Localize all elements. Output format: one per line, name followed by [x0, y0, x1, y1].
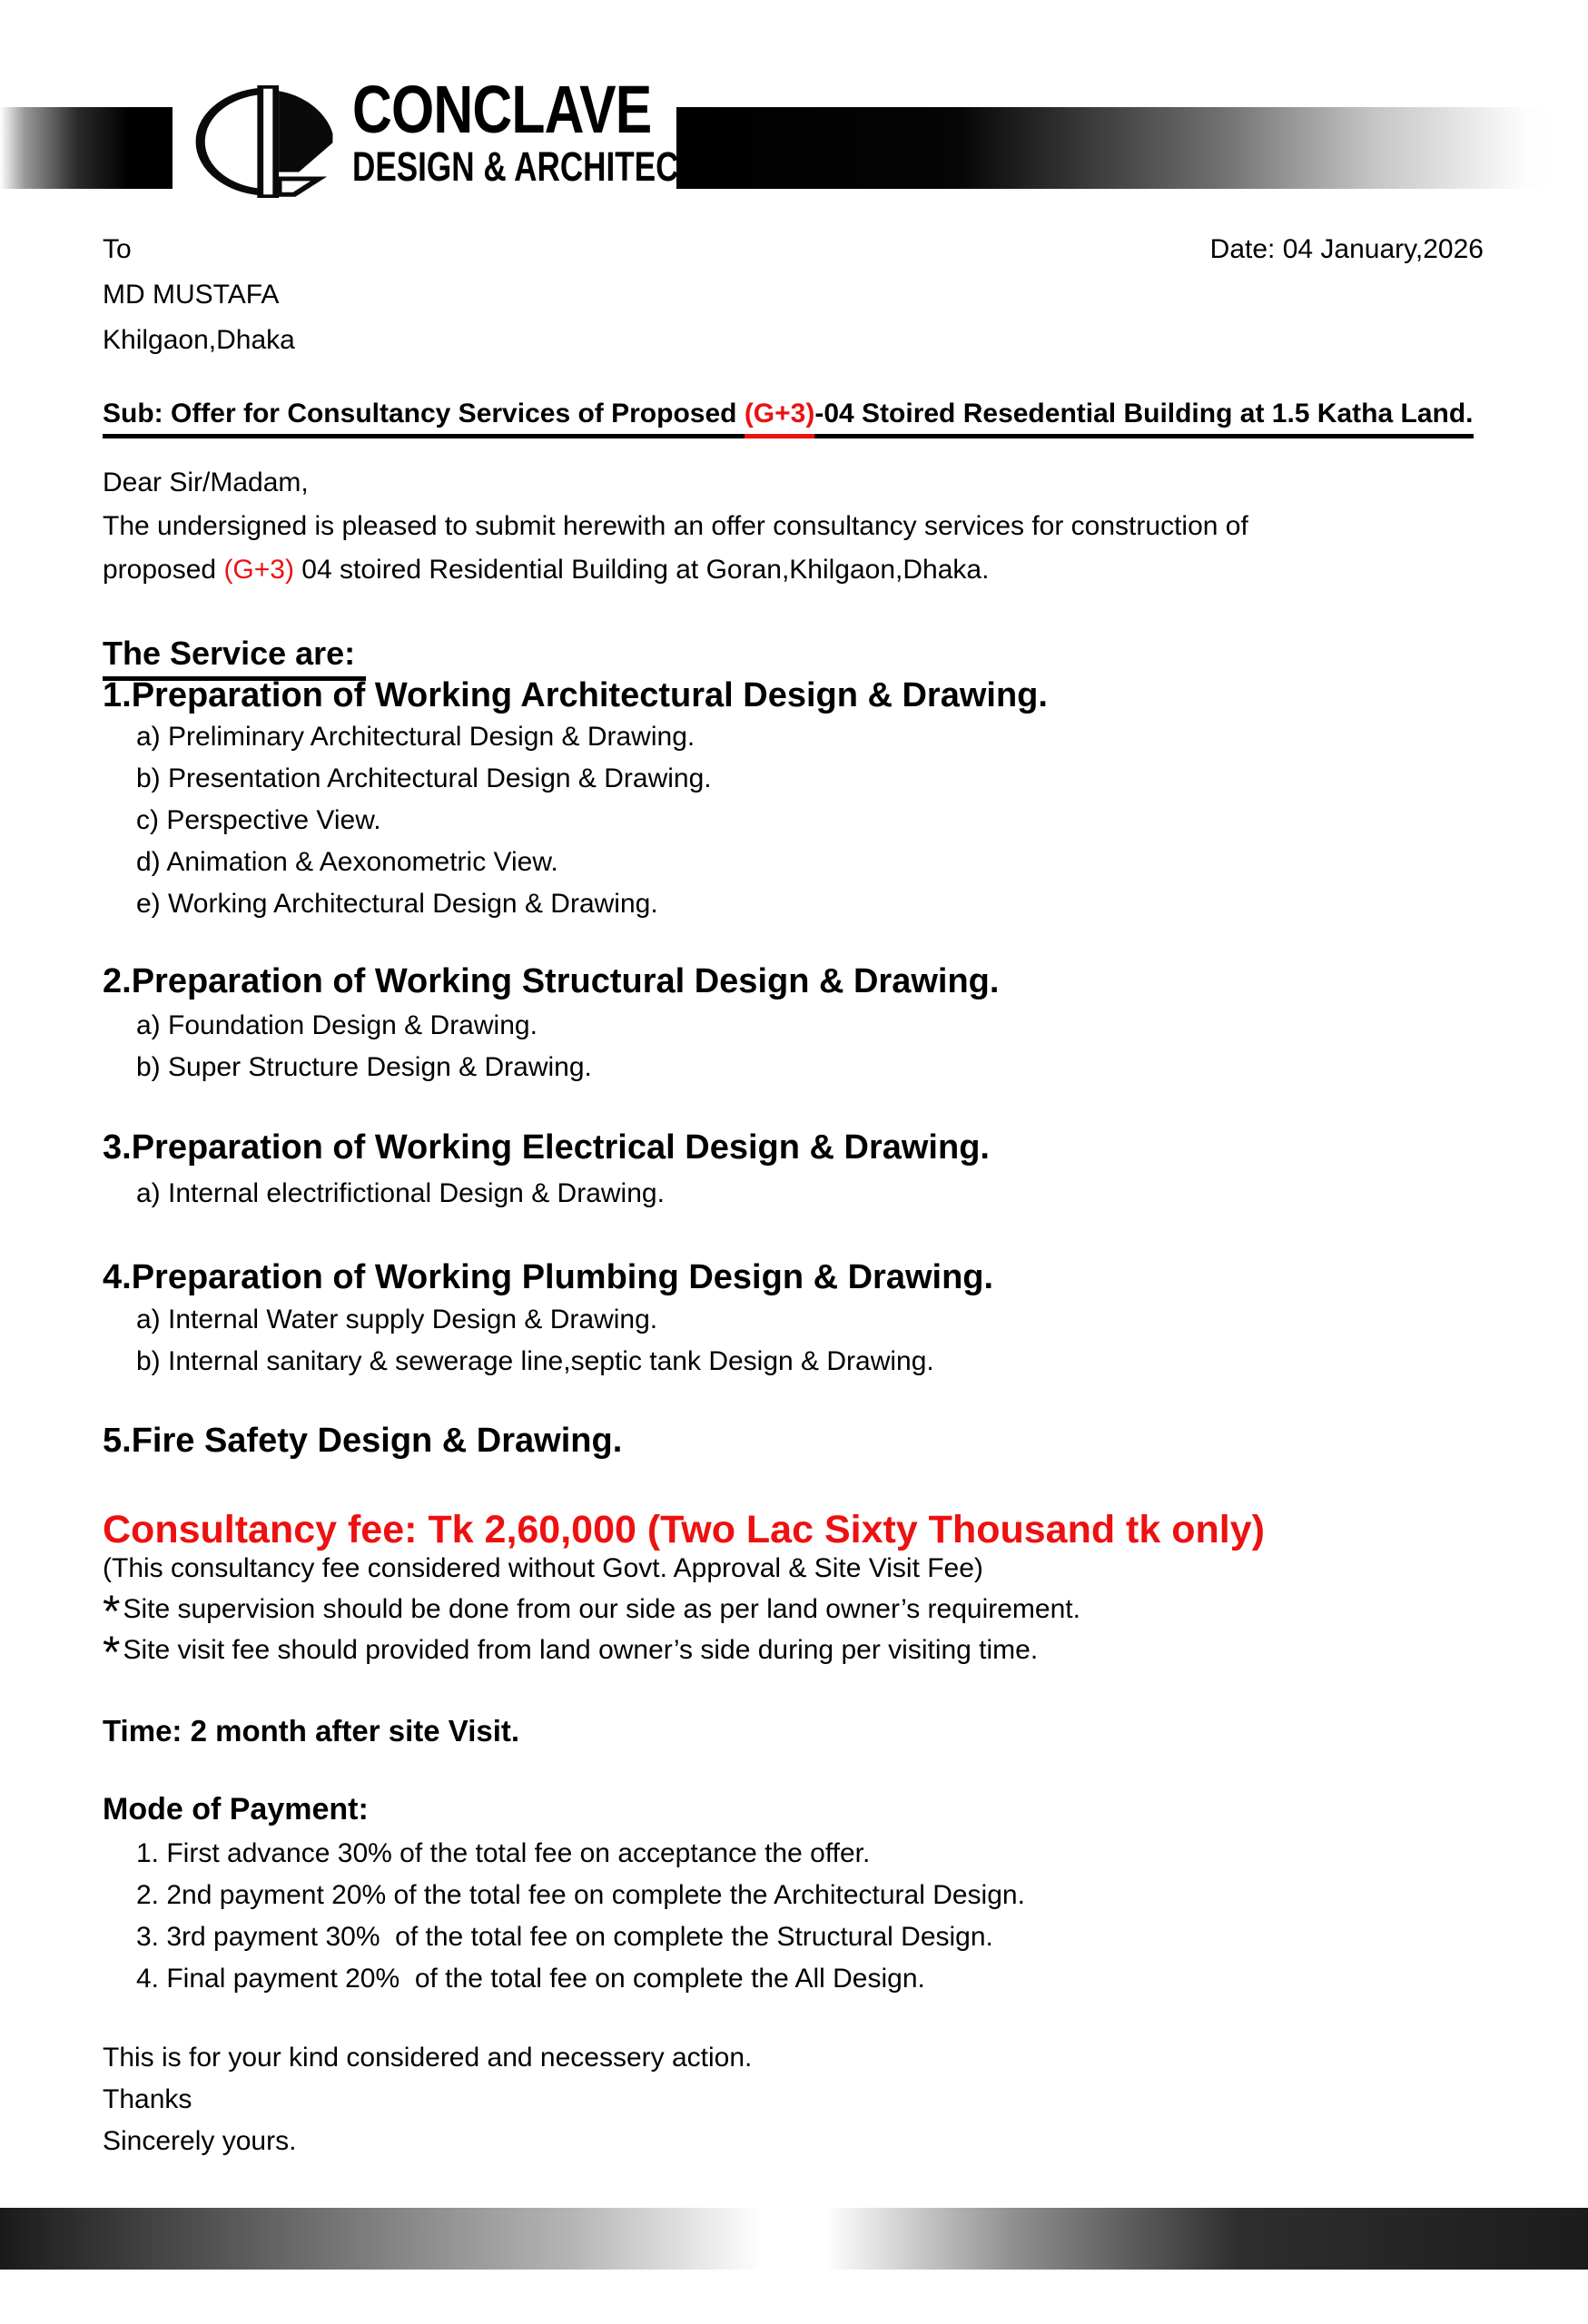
- section-heading-3: 3.Preparation of Working Electrical Design & Drawing.: [103, 1128, 990, 1167]
- recipient-address: Khilgaon,Dhaka: [103, 325, 295, 355]
- service-item: b) Super Structure Design & Drawing.: [136, 1052, 592, 1082]
- footer-gradient-bar: [0, 2208, 1588, 2270]
- intro-paragraph: [103, 461, 1484, 592]
- conclave-logo-icon: [183, 85, 345, 198]
- recipient-to-label: To: [103, 234, 132, 264]
- header-gradient-bar-left: [0, 107, 173, 189]
- service-item: e) Working Architectural Design & Drawing.: [136, 889, 658, 919]
- section-heading-2: 2.Preparation of Working Structural Design & Drawing.: [103, 962, 1000, 1000]
- services-title: The Service are:: [103, 634, 1484, 681]
- section-heading-4: 4.Preparation of Working Plumbing Design & Drawing.: [103, 1258, 994, 1296]
- payment-title: Mode of Payment:: [103, 1792, 369, 1827]
- intro-line-2: proposed (G+3) 04 stoired Residential Building at Goran,Khilgaon,Dhaka.: [103, 555, 990, 585]
- service-item: a) Internal electrifictional Design & Drawing.: [136, 1178, 665, 1208]
- service-item: c) Perspective View.: [136, 805, 381, 835]
- fee-star-note-2: * Site visit fee should provided from land owner’s side during per visiting time.: [103, 1627, 1039, 1678]
- closing-line: This is for your kind considered and necessery action.: [103, 2043, 753, 2073]
- service-item: a) Preliminary Architectural Design & Drawing.: [136, 722, 695, 752]
- service-item: a) Internal Water supply Design & Drawing.: [136, 1305, 658, 1334]
- fee-note: (This consultancy fee considered without Govt. Approval & Site Visit Fee): [103, 1553, 983, 1583]
- subject-prefix: Sub: Offer for Consultancy Services of Proposed: [103, 399, 745, 438]
- service-item: b) Internal sanitary & sewerage line,septic tank Design & Drawing.: [136, 1346, 934, 1376]
- section-heading-5: 5.Fire Safety Design & Drawing.: [103, 1422, 623, 1460]
- section-heading-1: 1.Preparation of Working Architectural Design & Drawing.: [103, 676, 1048, 714]
- recipient-block: [103, 227, 1484, 363]
- brand-block: [352, 72, 823, 190]
- closing-line: Sincerely yours.: [103, 2126, 297, 2156]
- recipient-name: MD MUSTAFA: [103, 280, 280, 310]
- payment-items: [103, 1833, 1517, 2000]
- payment-item: 2. 2nd payment 20% of the total fee on complete the Architectural Design.: [136, 1880, 1025, 1910]
- timeline-heading: Time: 2 month after site Visit.: [103, 1714, 520, 1748]
- fee-notes: [103, 1548, 1484, 1678]
- closing-block: [103, 2037, 1484, 2162]
- payment-item: 4. Final payment 20% of the total fee on complete the All Design.: [136, 1964, 925, 1994]
- fee-star-note-1: * Site supervision should be done from our side as per land owner’s requirement.: [103, 1586, 1080, 1637]
- payment-item: 3. 3rd payment 30% of the total fee on complete the Structural Design.: [136, 1922, 993, 1952]
- service-item: b) Presentation Architectural Design & Drawing.: [136, 763, 712, 793]
- subject-suffix: -04 Stoired Resedential Building at 1.5 Katha Land.: [814, 399, 1473, 438]
- brand-tagline: DESIGN & ARCHITECTS: [352, 143, 720, 190]
- asterisk-icon: *: [103, 1586, 121, 1637]
- service-item: a) Foundation Design & Drawing.: [136, 1010, 538, 1040]
- section-items-2: [103, 1005, 1517, 1088]
- closing-line: Thanks: [103, 2084, 192, 2114]
- section-items-4: [103, 1299, 1517, 1383]
- payment-item: 1. First advance 30% of the total fee on acceptance the offer.: [136, 1838, 871, 1868]
- subject-highlight: (G+3): [745, 399, 815, 438]
- intro-line-1: The undersigned is pleased to submit herewith an offer consultancy services for construction of: [103, 511, 1248, 541]
- section-items-1: [103, 716, 1517, 925]
- brand-name: CONCLAVE: [352, 72, 652, 147]
- fee-headline: Consultancy fee: Tk 2,60,000 (Two Lac Sixty Thousand tk only): [103, 1508, 1265, 1551]
- service-item: d) Animation & Aexonometric View.: [136, 847, 558, 877]
- date-label: Date: 04 January,2026: [1209, 234, 1484, 264]
- asterisk-icon: *: [103, 1627, 121, 1678]
- section-items-3: [103, 1173, 1517, 1215]
- intro-highlight: (G+3): [223, 555, 294, 585]
- subject-line: [103, 396, 1484, 432]
- greeting: Dear Sir/Madam,: [103, 468, 309, 497]
